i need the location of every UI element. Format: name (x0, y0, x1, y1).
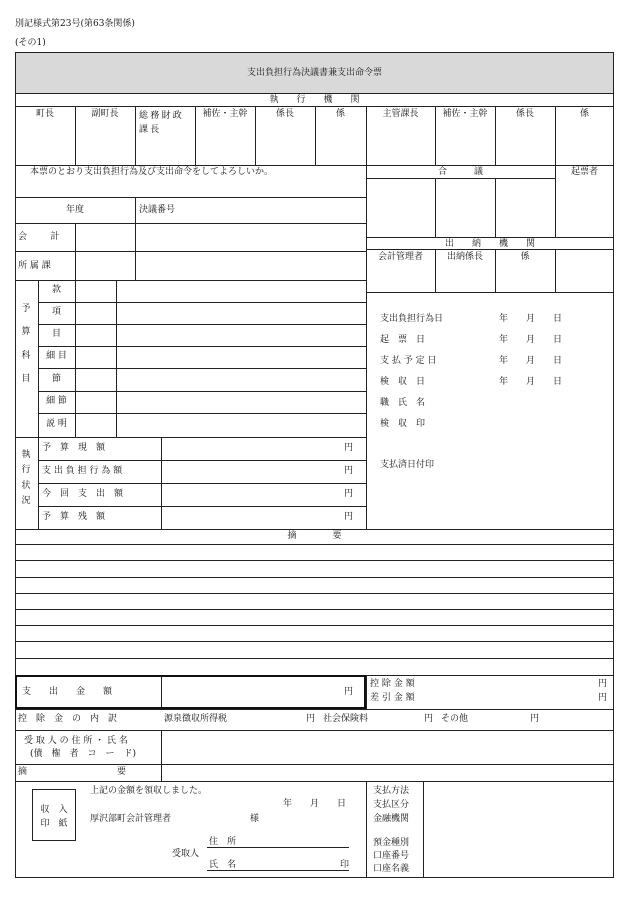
date-label-5: 職 氏 名 (380, 398, 426, 408)
form-rule (15, 251, 366, 252)
form-rule (75, 280, 76, 437)
paid-stamp-label: 支払済日付印 (380, 460, 435, 470)
pay-info-2: 支払区分 (373, 800, 410, 810)
form-rule (15, 625, 614, 626)
pay-info-3: 金融機関 (373, 814, 410, 824)
date-label-3: 支 払 予 定 日 (380, 356, 437, 366)
form-rule (15, 165, 614, 166)
col-fukuchocho: 副町長 (91, 109, 119, 119)
form-rule (15, 764, 614, 765)
jusho-label: 住 所 (209, 837, 237, 847)
col-kakaricho-1: 係長 (275, 109, 294, 119)
form-rule (15, 560, 614, 561)
form-rule (15, 197, 366, 198)
form-number: 別記様式第23号(第63条関係) (15, 19, 135, 29)
deduct-item-2: 社会保険料 (323, 714, 369, 724)
form-rule (38, 368, 366, 369)
yen-3: 円 (344, 489, 354, 499)
form-rule (135, 223, 136, 280)
date-label-4: 検 収 日 (380, 377, 426, 387)
form-rule (135, 106, 136, 165)
form-rule (207, 870, 349, 871)
in-label: 印 (340, 860, 350, 870)
yen-1: 円 (344, 443, 354, 453)
form-rule (15, 781, 614, 782)
form-rule (366, 781, 367, 878)
shishutsu-label: 支 出 金 額 (22, 687, 113, 697)
nendo-label: 年度 (65, 205, 84, 215)
suitou-col-2: 出納係長 (446, 252, 483, 262)
budget-setsu: 節 (51, 374, 61, 384)
form-rule (161, 764, 162, 781)
form-rule (38, 460, 366, 461)
pay-info-6: 口座番号 (373, 851, 410, 861)
budget-moku: 目 (51, 329, 61, 339)
revenue-stamp-label: 収 入 印 紙 (40, 805, 68, 830)
form-rule (15, 577, 614, 578)
form-rule (15, 437, 366, 438)
ketsugi-label: 決議番号 (139, 205, 176, 215)
form-rule (116, 280, 117, 437)
yen-shishutsu: 円 (344, 687, 354, 697)
kihyousha-label: 起票者 (570, 167, 598, 177)
form-rule (15, 641, 614, 642)
form-rule (366, 675, 367, 709)
form-rule (15, 223, 366, 224)
pay-info-5: 預金種別 (373, 838, 410, 848)
col-somu: 総務財政課長 (139, 111, 185, 135)
col-kakari-1: 係 (335, 109, 345, 119)
status-3: 今 回 支 出 額 (42, 489, 124, 499)
approval-text: 本票のとおり支出負担行為及び支出命令をしてよろしいか。 (30, 167, 274, 177)
status-1: 予 算 現 額 (42, 443, 106, 453)
execution-header: 執 行 機 関 (269, 95, 360, 105)
form-rule (366, 292, 614, 293)
form-rule (75, 223, 76, 280)
goigi-label: 合 議 (437, 167, 483, 177)
form-part: (その1) (15, 38, 46, 48)
yen-net: 円 (598, 693, 608, 703)
form-rule (435, 178, 436, 237)
form-rule (15, 593, 614, 594)
sama-label: 様 (250, 814, 260, 824)
date-label-6: 検 収 印 (380, 419, 426, 429)
status-4: 予 算 残 額 (42, 512, 106, 522)
form-rule (15, 529, 614, 530)
form-rule (207, 847, 349, 848)
budget-saimoku: 細 目 (46, 351, 67, 361)
form-rule (15, 730, 614, 731)
yen-deduct: 円 (598, 679, 608, 689)
yen-4: 円 (344, 512, 354, 522)
form-rule (495, 178, 496, 237)
form-rule (423, 781, 424, 878)
date-value-4: 年 月 日 (499, 377, 563, 387)
form-rule (555, 249, 556, 292)
budget-saisetsu: 細 節 (46, 396, 67, 406)
form-rule (15, 544, 614, 545)
form-rule (161, 437, 162, 529)
payee-line-1: 受 取 人 の 住 所 ・ 氏 名 (24, 736, 128, 746)
deduct-detail-label: 控 除 金 の 内 訳 (18, 714, 118, 724)
date-label-1: 支出負担行為日 (380, 314, 444, 324)
net-amount-label: 差 引 金 額 (370, 693, 415, 703)
budget-setsumei: 説 明 (46, 419, 67, 429)
form-rule (366, 249, 614, 250)
form-rule (366, 178, 555, 179)
budget-group-label: 予算科目 (21, 304, 31, 385)
shimei-label: 氏 名 (209, 860, 237, 870)
deduct-item-1: 源泉徴収所得税 (164, 714, 228, 724)
budget-kou: 項 (51, 307, 61, 317)
payee-line-2: (債 権 者 コ ー ド) (30, 749, 137, 759)
form-rule (15, 709, 614, 710)
form-rule (15, 280, 366, 281)
date-value-2: 年 月 日 (499, 335, 563, 345)
yen-deduct-3: 円 (530, 714, 540, 724)
col-shukan: 主管課長 (382, 109, 419, 119)
shozoku-label: 所 属 課 (18, 261, 51, 271)
received-date: 年 月 日 (283, 799, 347, 809)
form-rule (161, 730, 162, 764)
form-rule (38, 506, 366, 507)
form-rule (38, 483, 366, 484)
yen-deduct-1: 円 (306, 714, 316, 724)
manager-label: 厚沢部町会計管理者 (90, 814, 172, 824)
date-value-1: 年 月 日 (499, 314, 563, 324)
budget-kan: 款 (51, 285, 61, 295)
deduct-amount-label: 控 除 金 額 (370, 679, 415, 689)
pay-info-7: 口座名義 (373, 864, 410, 874)
tekiyo2-label: 摘 要 (18, 767, 127, 777)
form-rule (38, 346, 366, 347)
pay-info-1: 支払方法 (373, 786, 410, 796)
form-rule (38, 302, 366, 303)
deduct-item-3: その他 (441, 714, 469, 724)
form-rule (38, 413, 366, 414)
suitou-header: 出 納 機 関 (444, 239, 535, 249)
col-chocho: 町長 (35, 109, 54, 119)
kaikei-label: 会 計 (18, 232, 62, 242)
yen-deduct-2: 円 (424, 714, 434, 724)
form-rule (15, 93, 614, 94)
form-rule (15, 609, 614, 610)
form-rule (15, 658, 614, 659)
form-rule (135, 197, 136, 223)
form-rule (366, 237, 614, 238)
date-value-3: 年 月 日 (499, 356, 563, 366)
col-hosa-2: 補佐・主幹 (442, 109, 488, 119)
col-kakaricho-2: 係長 (515, 109, 534, 119)
date-label-2: 起 票 日 (380, 335, 426, 345)
col-hosa-1: 補佐・主幹 (202, 109, 248, 119)
uketorinin-label: 受取人 (172, 849, 200, 859)
tekiyo-header: 摘 要 (287, 531, 342, 541)
exec-status-label: 執行状況 (21, 450, 31, 506)
yen-2: 円 (344, 466, 354, 476)
received-text: 上記の金額を領収しました。 (90, 786, 208, 796)
col-kakari-2: 係 (579, 109, 589, 119)
form-rule (38, 324, 366, 325)
form-title: 支出負担行為決議書兼支出命令票 (246, 68, 382, 78)
suitou-col-3: 係 (520, 252, 530, 262)
form-rule (38, 391, 366, 392)
suitou-col-1: 会計管理者 (377, 252, 423, 262)
status-2: 支 出 負 担 行 為 額 (42, 466, 123, 476)
